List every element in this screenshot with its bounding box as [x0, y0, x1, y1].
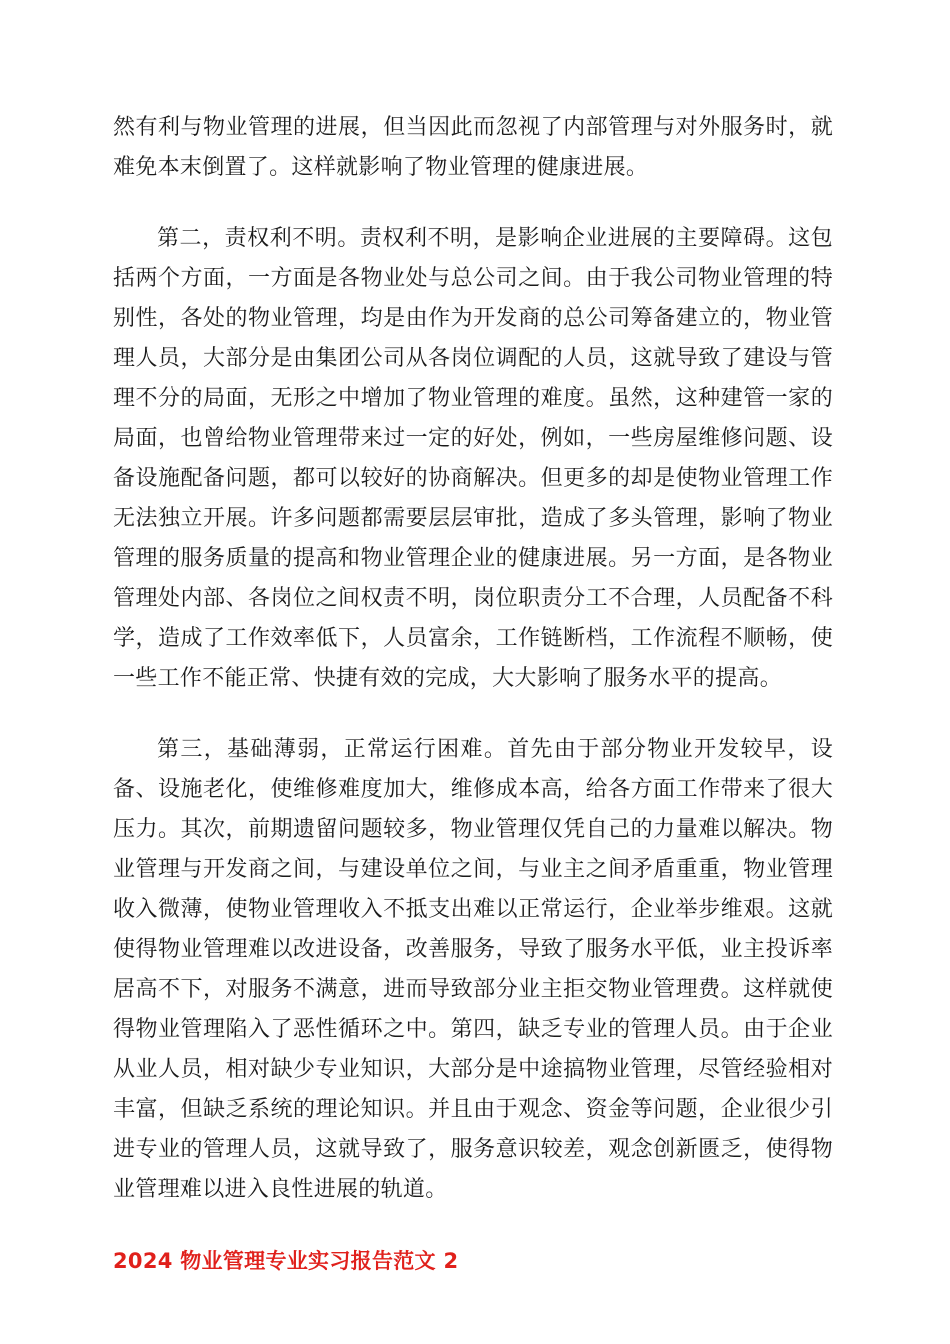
paragraph-continuation: 然有利与物业管理的进展，但当因此而忽视了内部管理与对外服务时，就难免本末倒置了。这样就影响了物业管理的健康进展。 — [113, 115, 833, 180]
section-heading: 2024 物业管理专业实习报告范文 2 — [113, 1249, 459, 1273]
paragraph-second-point: 第二，责权利不明。责权利不明，是影响企业进展的主要障碍。这包括两个方面，一方面是各物业处与总公司之间。由于我公司物业管理的特别性，各处的物业管理，均是由作为开发商的总公司筹备建立的，物业管理人员，大部分是由集团公司从各岗位调配的人员，这就导致了建设与管理不分的局面，无形之中增加了物业管理的难度。虽然，这种建管一家的局面，也曾给物业管理带来过一定的好处，例如，一些房屋维修问题、设备设施配备问题，都可以较好的协商解决。但更多的却是使物业管理工作无法独立开展。许多问题都需要层层审批，造成了多头管理，影响了物业管理的服务质量的提高和物业管理企业的健康进展。另一方面，是各物业管理处内部、各岗位之间权责不明，岗位职责分工不合理，人员配备不科学，造成了工作效率低下，人员富余，工作链断档，工作流程不顺畅，使一些工作不能正常、快捷有效的完成，大大影响了服务水平的提高。 — [113, 226, 833, 691]
paragraph-gap — [113, 188, 833, 219]
document-page — [113, 108, 833, 1281]
paragraph-gap — [113, 1210, 833, 1241]
paragraph-gap — [113, 699, 833, 730]
paragraph-third-point: 第三，基础薄弱，正常运行困难。首先由于部分物业开发较早，设备、设施老化，使维修难度加大，维修成本高，给各方面工作带来了很大压力。其次，前期遗留问题较多，物业管理仅凭自己的力量难以解决。物业管理与开发商之间，与建设单位之间，与业主之间矛盾重重，物业管理收入微薄，使物业管理收入不抵支出难以正常运行，企业举步维艰。这就使得物业管理难以改进设备，改善服务，导致了服务水平低，业主投诉率居高不下，对服务不满意，进而导致部分业主拒交物业管理费。这样就使得物业管理陷入了恶性循环之中。第四，缺乏专业的管理人员。由于企业从业人员，相对缺少专业知识，大部分是中途搞物业管理，尽管经验相对丰富，但缺乏系统的理论知识。并且由于观念、资金等问题，企业很少引进专业的管理人员，这就导致了，服务意识较差，观念创新匮乏，使得物业管理难以进入良性进展的轨道。 — [113, 737, 833, 1202]
